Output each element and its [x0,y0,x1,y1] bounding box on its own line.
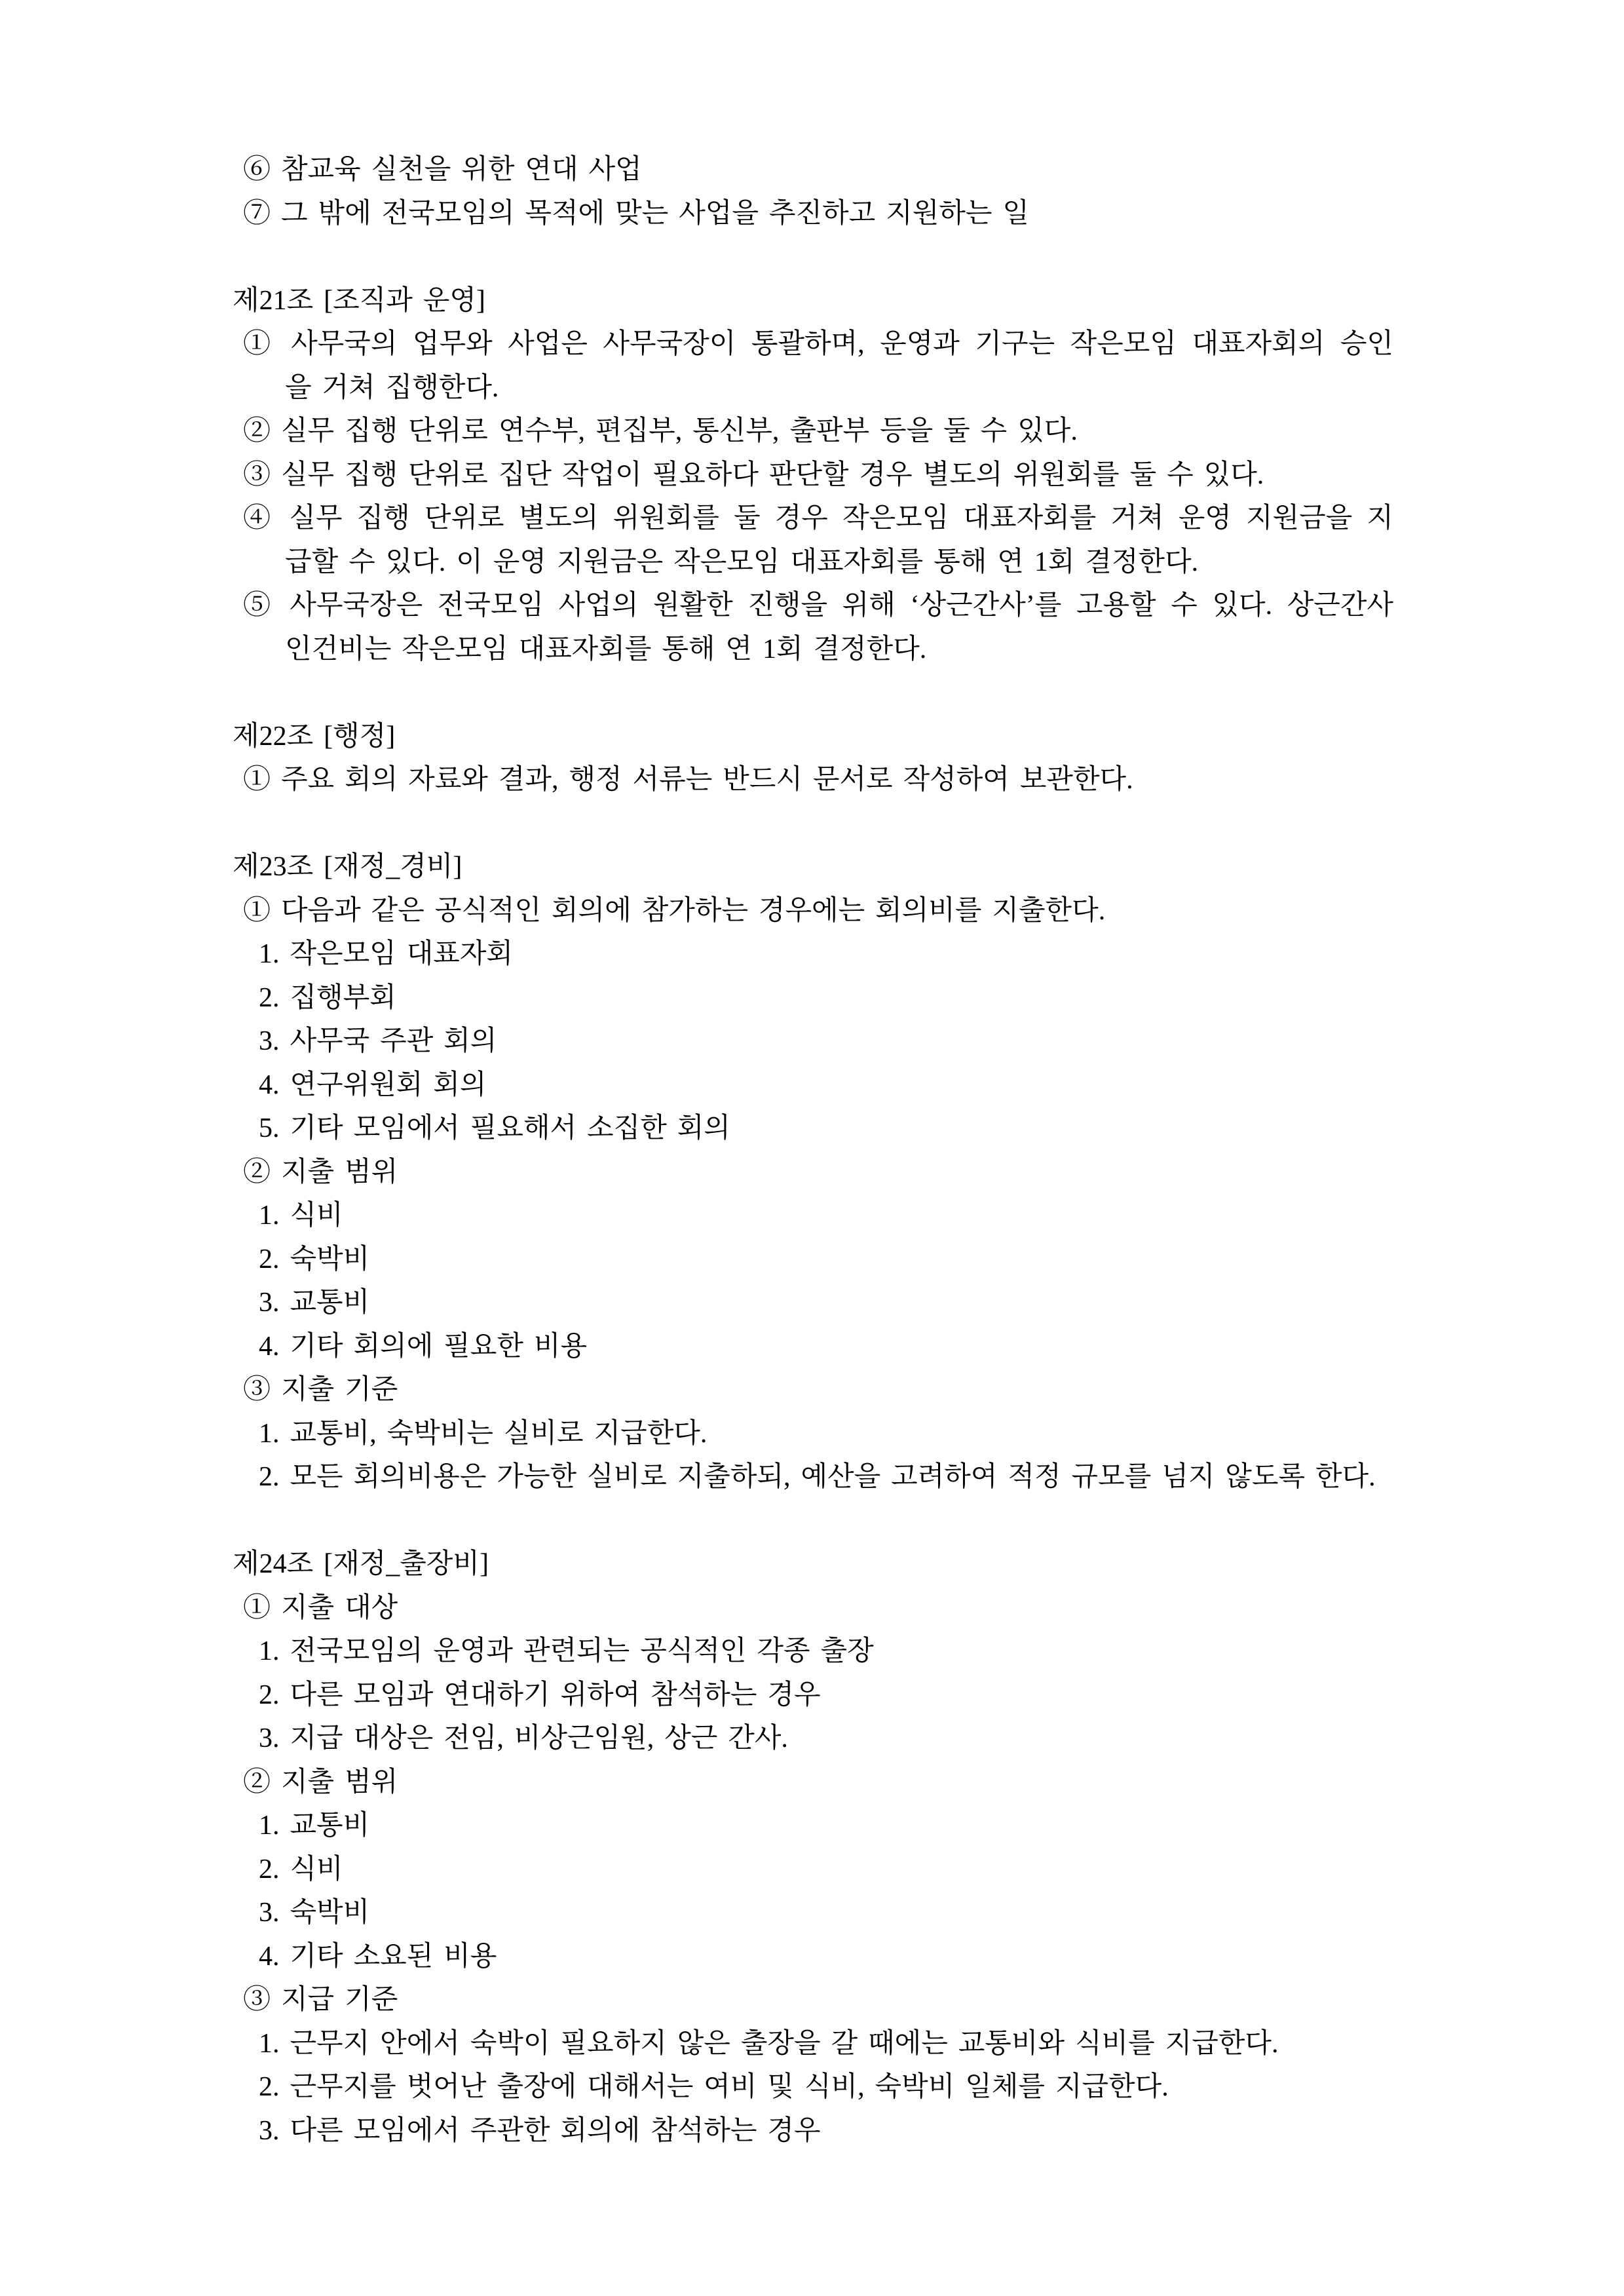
sub-item: 1. 식비 [259,1200,343,1231]
blank-line [233,1499,1393,1543]
clause-item: ① 주요 회의 자료와 결과, 행정 서류는 반드시 문서로 작성하여 보관한다. [243,765,1133,795]
blank-line [233,671,1393,715]
sub-item: 3. 지급 대상은 전임, 비상근임원, 상근 간사. [259,1723,788,1753]
clause-item: ⑥ 참교육 실천을 위한 연대 사업 [243,155,642,185]
clause-item: ② 실무 집행 단위로 연수부, 편집부, 통신부, 출판부 등을 둘 수 있다. [243,416,1078,446]
sub-item: 3. 숙박비 [259,1898,370,1928]
blank-line [233,802,1393,846]
sub-item: 3. 다른 모임에서 주관한 회의에 참석하는 경우 [259,2115,821,2146]
clause-item: ① 다음과 같은 공식적인 회의에 참가하는 경우에는 회의비를 지출한다. [243,895,1106,926]
sub-item: 1. 근무지 안에서 숙박이 필요하지 않은 출장을 갈 때에는 교통비와 식비를 지급한다. [259,2028,1279,2059]
document-body [233,148,1393,2152]
sub-item: 3. 교통비 [259,1288,370,1318]
blank-line [233,235,1393,279]
sub-item: 1. 작은모임 대표자회 [259,939,513,969]
continuation-line: 급할 수 있다. 이 운영 지원금은 작은모임 대표자회를 통해 연 1회 결정한다. [285,546,1199,577]
sub-item: 2. 근무지를 벗어난 출장에 대해서는 여비 및 식비, 숙박비 일체를 지급한다. [259,2072,1169,2102]
sub-item: 2. 식비 [259,1854,343,1885]
sub-item: 5. 기타 모임에서 필요해서 소집한 회의 [259,1113,730,1143]
sub-item: 4. 기타 회의에 필요한 비용 [259,1331,588,1362]
sub-item: 2. 모든 회의비용은 가능한 실비로 지출하되, 예산을 고려하여 적정 규모를 넘지 않도록 한다. [259,1462,1376,1492]
clause-item: ④ 실무 집행 단위로 별도의 위원회를 둘 경우 작은모임 대표자회를 거쳐 운영 지원금을 지 [243,503,1393,533]
clause-item: ⑤ 사무국장은 전국모임 사업의 원활한 진행을 위해 ‘상근간사’를 고용할 수 있다. 상근간사 [243,590,1393,621]
sub-item: 2. 숙박비 [259,1244,370,1274]
sub-item: 2. 다른 모임과 연대하기 위하여 참석하는 경우 [259,1679,821,1710]
article-heading: 제23조 [재정_경비] [233,852,463,882]
sub-item: 1. 교통비, 숙박비는 실비로 지급한다. [259,1418,708,1449]
sub-item: 2. 집행부회 [259,982,396,1013]
sub-item: 1. 전국모임의 운영과 관련되는 공식적인 각종 출장 [259,1636,874,1666]
sub-item: 4. 기타 소요된 비용 [259,1941,497,1972]
article-heading: 제22조 [행정] [233,721,396,752]
clause-item: ⑦ 그 밖에 전국모임의 목적에 맞는 사업을 추진하고 지원하는 일 [243,198,1029,229]
continuation-line: 을 거쳐 집행한다. [285,372,499,403]
sub-item: 1. 교통비 [259,1810,370,1841]
clause-item: ③ 실무 집행 단위로 집단 작업이 필요하다 판단할 경우 별도의 위원회를 둘 수 있다. [243,459,1264,490]
article-heading: 제24조 [재정_출장비] [233,1549,489,1579]
article-heading: 제21조 [조직과 운영] [233,285,485,316]
clause-item: ① 지출 대상 [243,1592,398,1623]
clause-item: ② 지출 범위 [243,1157,398,1187]
clause-item: ① 사무국의 업무와 사업은 사무국장이 통괄하며, 운영과 기구는 작은모임 대표자회의 승인 [243,329,1393,359]
clause-item: ③ 지출 기준 [243,1375,398,1405]
continuation-line: 인건비는 작은모임 대표자회를 통해 연 1회 결정한다. [285,634,927,664]
clause-item: ② 지출 범위 [243,1767,398,1797]
sub-item: 4. 연구위원회 회의 [259,1069,487,1100]
clause-item: ③ 지급 기준 [243,1985,398,2015]
sub-item: 3. 사무국 주관 회의 [259,1026,497,1056]
